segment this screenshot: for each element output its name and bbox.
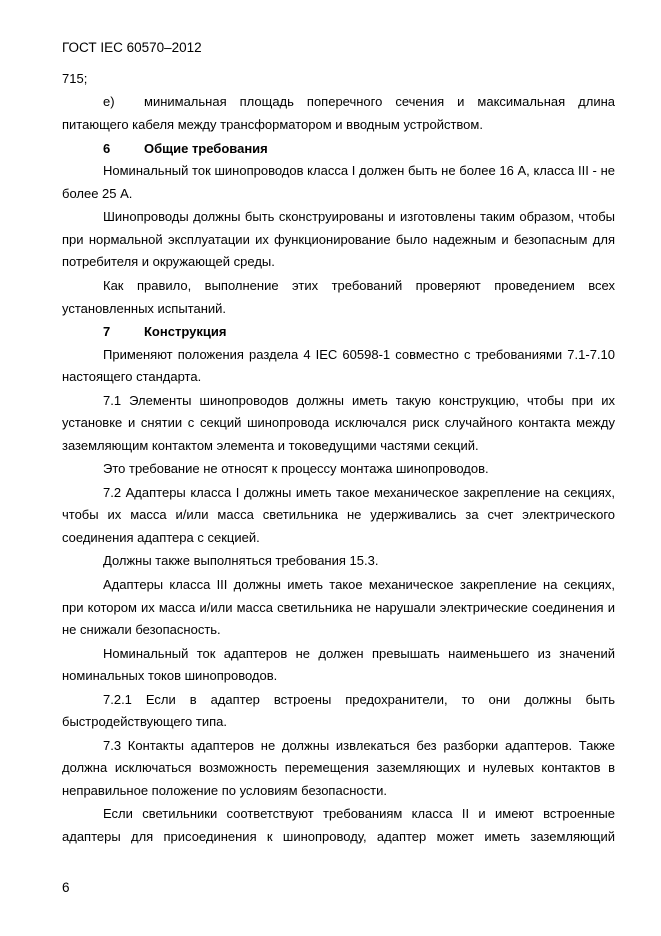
section-number: 6 [103,140,111,156]
clause-7-2-1: 7.2.1 Если в адаптер встроены предохранители, то они должны быть быстродействующего типа. [62,691,615,730]
section-7-heading [62,321,615,344]
section-title: Конструкция [144,323,227,339]
paragraph: Шинопроводы должны быть сконструированы и изготовлены таким образом, чтобы при нормальной эксплуатации их функционирование было надежным и безопасным для потребителя и окружающей среды. [62,209,615,270]
page-body [62,68,615,850]
paragraph: Применяют положения раздела 4 IEC 60598-1 совместно с требованиями 7.1-7.10 настоящего стандарта. [62,346,615,385]
list-item-label: e) [103,94,115,110]
continuation-text: 715; [62,71,88,86]
page-number: 6 [62,880,70,895]
paragraph: Это требование не относят к процессу монтажа шинопроводов. [103,461,489,477]
section-6-heading [62,138,615,161]
clause-7-2: 7.2 Адаптеры класса I должны иметь такое механическое закрепление на секциях, чтобы их масса и/или масса светильника не удерживались за счет электрического соединения адаптера с секцией. [62,484,615,545]
clause-7-3: 7.3 Контакты адаптеров не должны извлекаться без разборки адаптеров. Также должна исключаться возможность перемещения заземляющих и нулевых контактов в неправильное положение по условиям безопасности. [62,737,615,798]
section-number: 7 [103,323,111,339]
list-item-e [62,91,615,114]
paragraph: Адаптеры класса III должны иметь такое механическое закрепление на секциях, при котором их масса и/или масса светильника не нарушали электрические соединения и не снижали безопасность. [62,576,615,638]
paragraph: Если светильники соответствуют требованиям класса II и имеют встроенные адаптеры для присоединения к шинопроводу, адаптер может иметь заземляющий [62,806,615,845]
paragraph: Номинальный ток адаптеров не должен превышать наименьшего из значений номинальных токов шинопроводов. [62,645,615,684]
paragraph: Должны также выполняться требования 15.3. [103,553,379,569]
clause-7-1: 7.1 Элементы шинопроводов должны иметь такую конструкцию, чтобы при их установке и снятии с секций шинопровода исключался риск случайного контакта между заземляющим контактом элемента и токоведущими частями секций. [62,392,615,453]
list-item-text: минимальная площадь поперечного сечения и максимальная длина [144,94,615,110]
paragraph: Номинальный ток шинопроводов класса I должен быть не более 16 А, класса III - не более 25 А. [62,163,615,201]
document-header: ГОСТ IEC 60570–2012 [62,40,202,55]
paragraph: Как правило, выполнение этих требований проверяют проведением всех установленных испытаний. [62,277,615,316]
section-title: Общие требования [144,140,268,156]
list-item-text-continued: питающего кабеля между трансформатором и вводным устройством. [62,117,483,133]
